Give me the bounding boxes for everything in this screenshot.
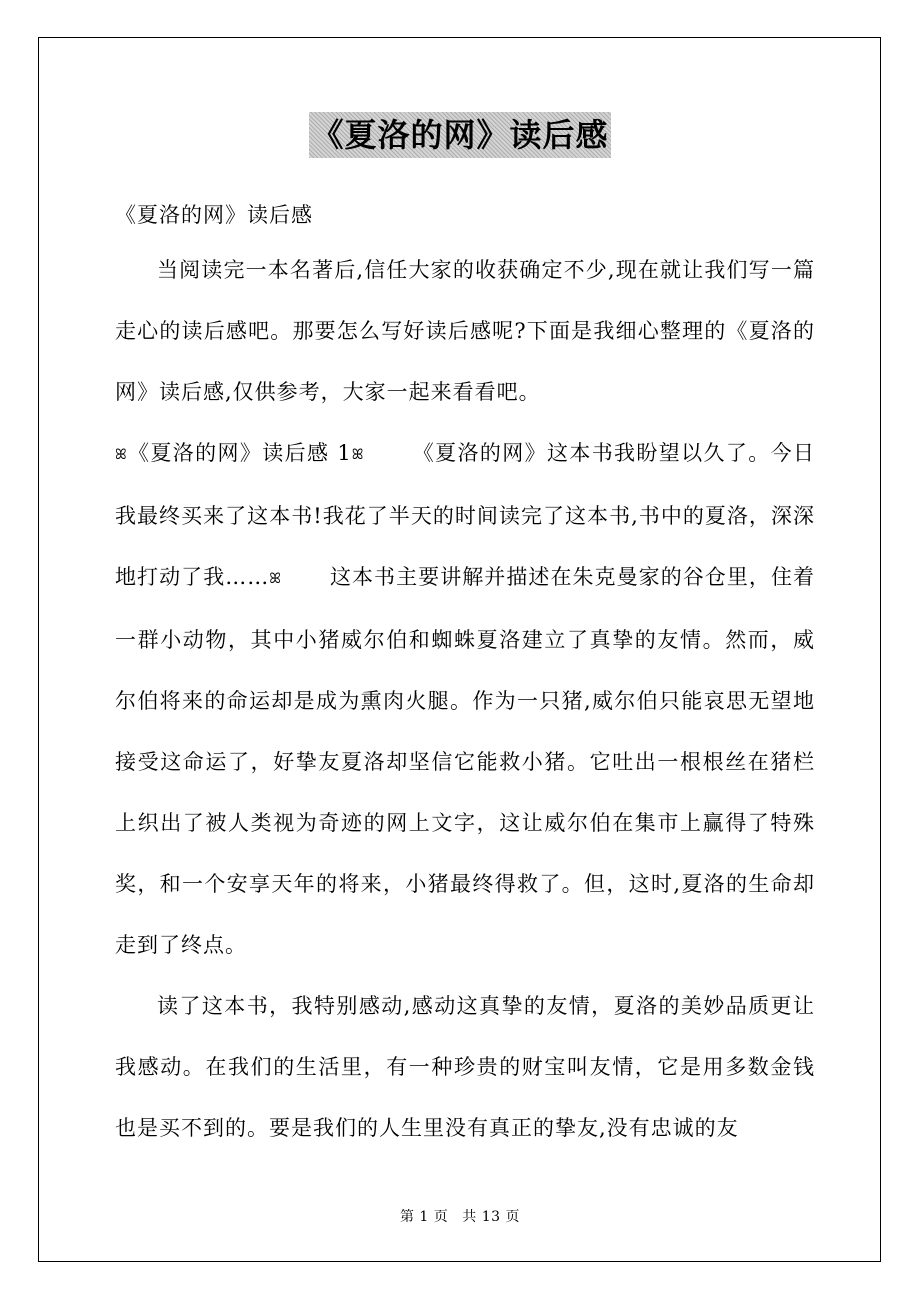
- page-footer: [0, 1207, 920, 1227]
- section-mark-icon-3: ꕤ: [269, 571, 282, 587]
- section-mark-icon-2: ꕤ: [351, 447, 365, 463]
- section-mark-icon: ꕤ: [115, 447, 128, 463]
- paragraph-1-part-2: 这本书主要讲解并描述在朱克曼家的谷仓里，住着一群小动物，其中小猪威尔伯和蜘蛛夏洛建立了真挚的友情。然而，威尔伯将来的命运却是成为熏肉火腿。作为一只猪,威尔伯只能哀思无望地接受这命运了，好挚友夏洛却坚信它能救小猪。它吐出一根根丝在猪栏上织出了被人类视为奇迹的网上文字，这让威尔伯在集市上赢得了特殊奖，和一个安享天年的将来，小猪最终得救了。但，这时,夏洛的生命却走到了终点。: [115, 565, 815, 957]
- document-body: [115, 199, 815, 1159]
- paragraph-1-part-1: 《夏洛的网》这本书我盼望以久了。今日我最终买来了这本书!我花了半天的时间读完了这本书,书中的夏洛，深深地打动了我……: [115, 441, 815, 589]
- section-1-paragraph: [115, 423, 815, 976]
- page-total: 共 13 页: [462, 1209, 521, 1225]
- paragraph-2: 读了这本书，我特别感动,感动这真挚的友情，夏洛的美妙品质更让我感动。在我们的生活里，有一种珍贵的财宝叫友情，它是用多数金钱也是买不到的。要是我们的人生里没有真正的挚友,没有忠诚的友: [115, 994, 815, 1140]
- intro-paragraph: 当阅读完一本名著后,信任大家的收获确定不少,现在就让我们写一篇走心的读后感吧。那要怎么写好读后感呢?下面是我细心整理的《夏洛的网》读后感,仅供参考，大家一起来看看吧。: [115, 258, 815, 404]
- title-container: [0, 112, 920, 158]
- document-title: 《夏洛的网》读后感: [309, 112, 610, 158]
- page-number: 第 1 页: [399, 1209, 449, 1225]
- document-subtitle: 《夏洛的网》读后感: [115, 203, 313, 227]
- section-heading: 《夏洛的网》读后感 1: [127, 441, 352, 465]
